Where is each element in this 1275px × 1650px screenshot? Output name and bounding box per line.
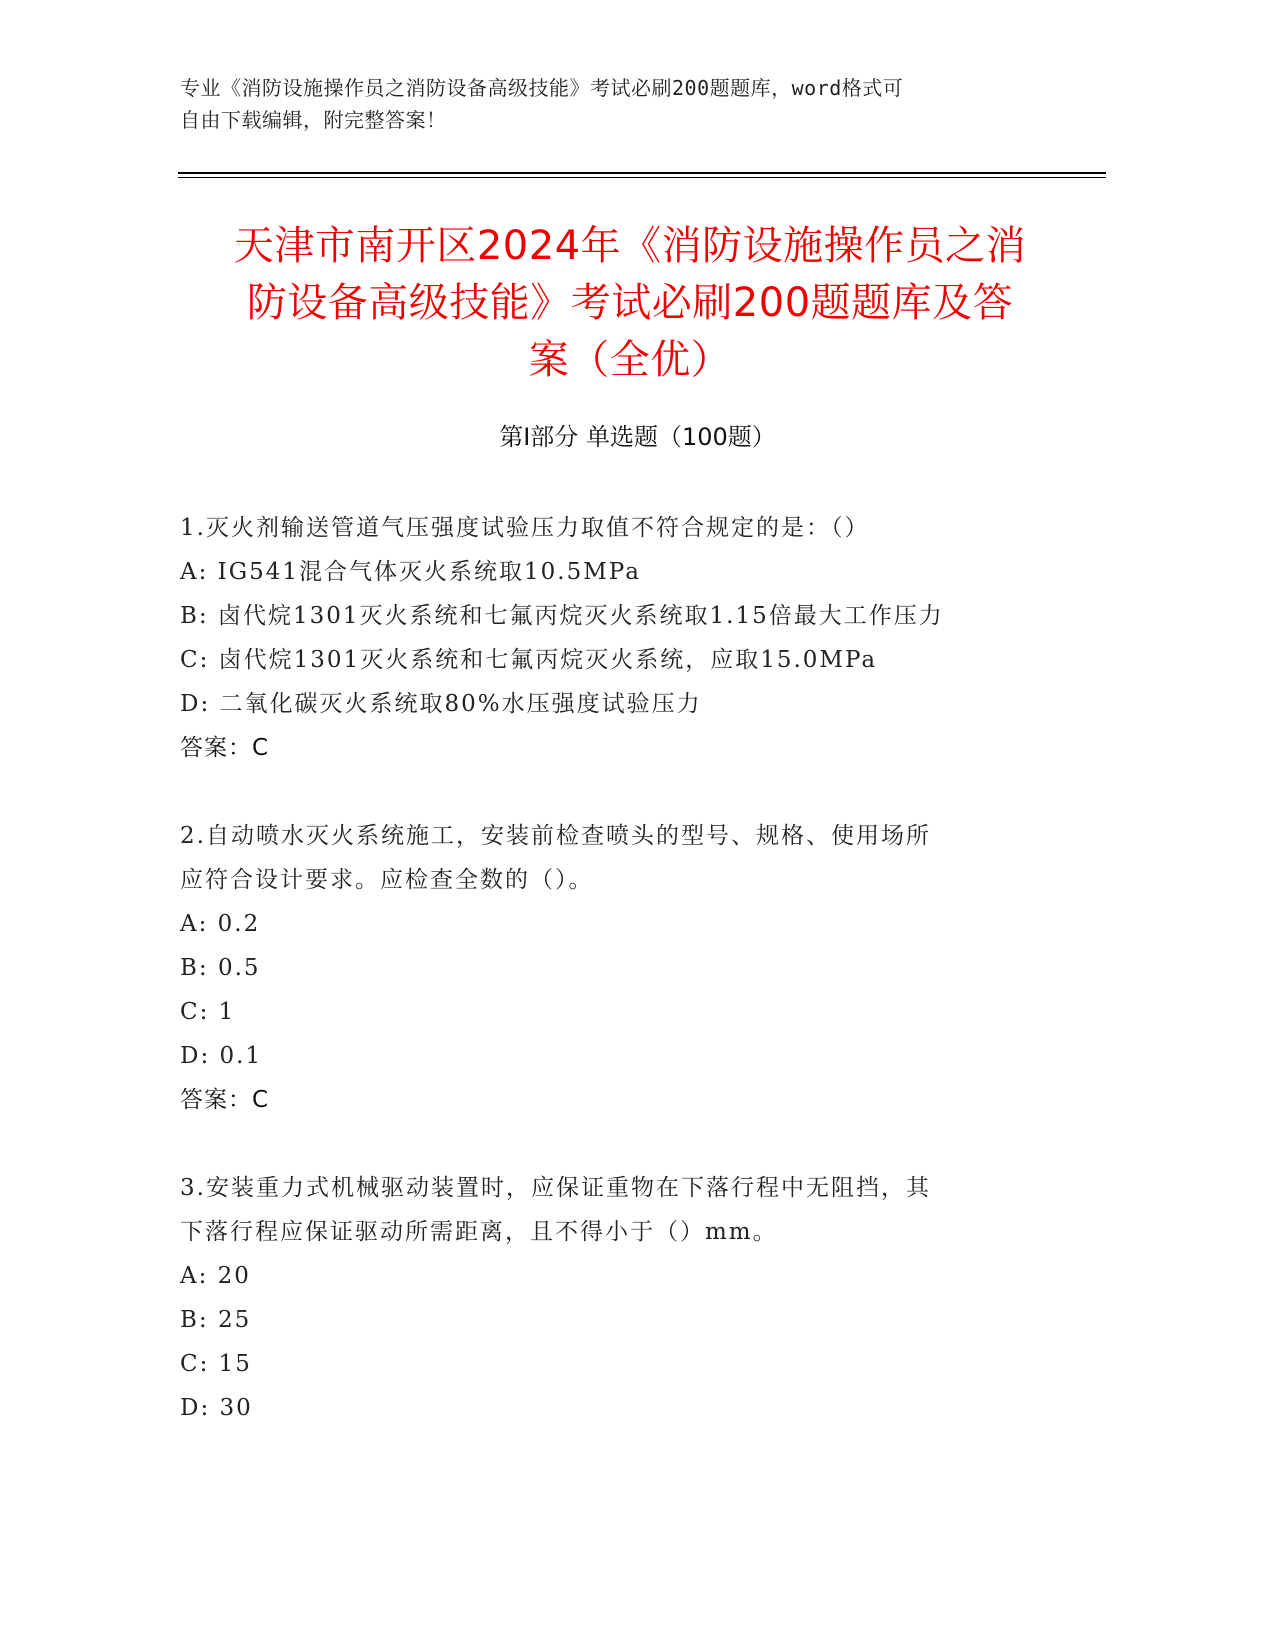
title-line: 案（全优） xyxy=(528,337,732,383)
question-stem: 3.安装重力式机械驱动装置时，应保证重物在下落行程中无阻挡，其 xyxy=(180,1175,931,1201)
question-stem: 2.自动喷水灭火系统施工，安装前检查喷头的型号、规格、使用场所 xyxy=(180,823,931,849)
question-2 xyxy=(180,814,1060,1122)
header-divider xyxy=(178,172,1106,174)
question-option: D: 0.1 xyxy=(180,1043,263,1069)
question-list xyxy=(180,506,1060,1474)
document-title xyxy=(150,218,1110,389)
question-option: A: 20 xyxy=(180,1263,251,1289)
question-option: B: 25 xyxy=(180,1307,252,1333)
question-stem: 下落行程应保证驱动所需距离，且不得小于（）mm。 xyxy=(180,1219,778,1245)
question-option: C: 15 xyxy=(180,1351,252,1377)
question-option: B: 0.5 xyxy=(180,955,261,981)
header-note-line: 专业《消防设施操作员之消防设备高级技能》考试必刷200题题库，word格式可 xyxy=(180,76,904,100)
title-line: 天津市南开区2024年《消防设施操作员之消 xyxy=(233,223,1027,269)
question-option: C: 1 xyxy=(180,999,236,1025)
header-note-line: 自由下载编辑，附完整答案！ xyxy=(180,108,447,132)
header-divider xyxy=(178,177,1106,178)
title-line: 防设备高级技能》考试必刷200题题库及答 xyxy=(246,280,1014,326)
question-1 xyxy=(180,506,1060,770)
question-answer: 答案：C xyxy=(180,1087,270,1113)
question-stem: 应符合设计要求。应检查全数的（）。 xyxy=(180,867,594,893)
question-option: D: 30 xyxy=(180,1395,253,1421)
question-answer: 答案：C xyxy=(180,735,270,761)
question-3 xyxy=(180,1166,1060,1430)
question-option: B: 卤代烷1301灭火系统和七氟丙烷灭火系统取1.15倍最大工作压力 xyxy=(180,603,944,629)
question-stem: 1.灭火剂输送管道气压强度试验压力取值不符合规定的是：（） xyxy=(180,515,870,541)
question-option: A: IG541混合气体灭火系统取10.5MPa xyxy=(180,559,641,585)
header-note xyxy=(180,72,1040,136)
question-option: D: 二氧化碳灭火系统取80%水压强度试验压力 xyxy=(180,691,702,717)
question-option: C: 卤代烷1301灭火系统和七氟丙烷灭火系统，应取15.0MPa xyxy=(180,647,878,673)
question-option: A: 0.2 xyxy=(180,911,261,937)
section-heading: 第Ⅰ部分 单选题（100题） xyxy=(499,423,776,451)
